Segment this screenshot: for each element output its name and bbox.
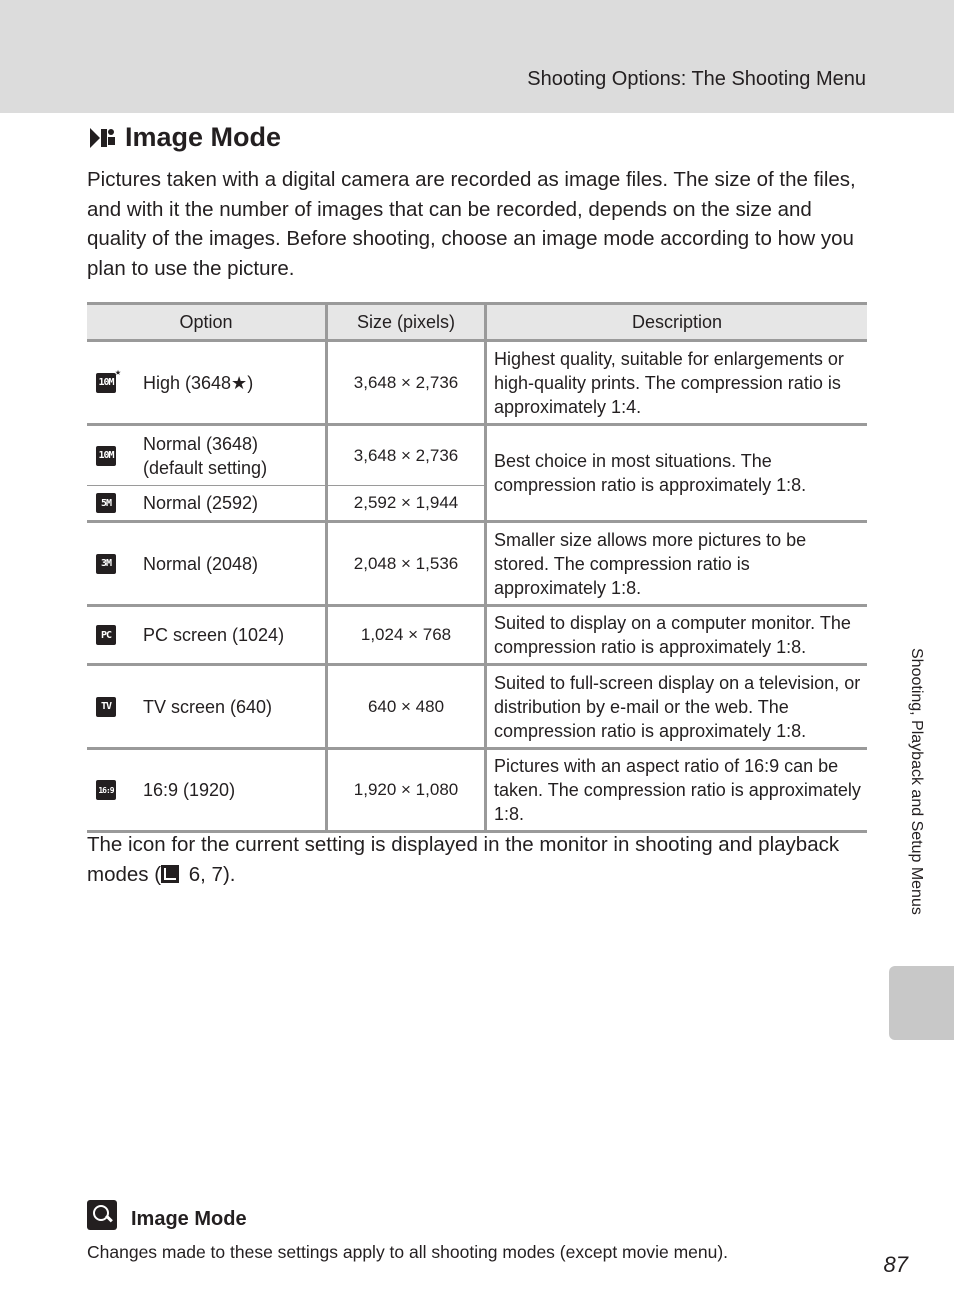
- column-header-description: Description: [486, 304, 868, 341]
- option-label: TV screen (640): [143, 696, 273, 717]
- note-title: Image Mode: [131, 1208, 247, 1230]
- page-title: [87, 122, 281, 153]
- option-label: Normal (2592): [143, 493, 259, 513]
- page-reference-icon: [161, 865, 179, 883]
- description-cell: Suited to display on a computer monitor. The compression ratio is approximately 1:8.: [486, 606, 868, 665]
- normal-3m-icon: 3M: [96, 554, 116, 574]
- note-magnifier-icon: [87, 1200, 117, 1230]
- description-cell: Suited to full-screen display on a television, or distribution by e-mail or the web. The compression ratio is approximately 1:8.: [486, 665, 868, 749]
- note-heading: [87, 1200, 247, 1230]
- option-cell: [87, 425, 327, 486]
- page-number: 87: [883, 1252, 908, 1277]
- size-cell: 2,592 × 1,944: [327, 486, 486, 522]
- table-row: [87, 341, 867, 425]
- option-cell: [87, 522, 327, 606]
- table-row: [87, 749, 867, 832]
- description-cell: Smaller size allows more pictures to be stored. The compression ratio is approximately 1:8.: [486, 522, 868, 606]
- option-cell: [87, 749, 327, 832]
- normal-10m-icon: 10M: [96, 446, 116, 466]
- normal-5m-icon: 5M: [96, 493, 116, 513]
- size-cell: 3,648 × 2,736: [327, 425, 486, 486]
- intro-paragraph: Pictures taken with a digital camera are recorded as image files. The size of the files, and with it the number of images that can be recorded, depends on the size and quality of the images. Before shooting, choose an image mode according to how you plan to use the picture.: [87, 168, 856, 280]
- chapter-side-label: Shooting, Playback and Setup Menus: [908, 648, 925, 915]
- table-row: [87, 522, 867, 606]
- note-text: Changes made to these settings apply to all shooting modes (except movie menu).: [87, 1242, 729, 1262]
- table-row: [87, 606, 867, 665]
- table-header-row: [87, 304, 867, 341]
- option-label: Normal (3648): [143, 433, 259, 454]
- section-title: Shooting Options: The Shooting Menu: [527, 68, 866, 90]
- option-label: Normal (2048): [143, 553, 259, 574]
- option-label: PC screen (1024): [143, 625, 285, 645]
- tv-screen-icon: TV: [96, 697, 116, 717]
- size-cell: 2,048 × 1,536: [327, 522, 486, 606]
- option-label-sub: (default setting): [143, 457, 268, 478]
- option-cell: [87, 486, 327, 522]
- column-header-size: Size (pixels): [327, 304, 486, 341]
- option-cell: [87, 341, 327, 425]
- header-band: [0, 0, 954, 113]
- image-mode-table: [87, 302, 867, 833]
- size-cell: 1,024 × 768: [327, 606, 486, 665]
- option-cell: [87, 665, 327, 749]
- pc-screen-icon: PC: [96, 625, 116, 645]
- image-mode-menu-icon: [87, 125, 117, 151]
- widescreen-16-9-icon: 16:9: [96, 780, 116, 800]
- option-label: 16:9 (1920): [143, 780, 236, 800]
- description-cell: Highest quality, suitable for enlargements or high-quality prints. The compression ratio is approximately 1:4.: [486, 341, 868, 425]
- size-cell: 640 × 480: [327, 665, 486, 749]
- column-header-option: Option: [87, 304, 327, 341]
- table-row: [87, 665, 867, 749]
- option-label: High (3648★): [143, 372, 254, 393]
- page-title-text: Image Mode: [125, 122, 282, 152]
- high-10m-star-icon: 10M ★: [96, 373, 116, 393]
- size-cell: 3,648 × 2,736: [327, 341, 486, 425]
- description-cell: Best choice in most situations. The compression ratio is approximately 1:8.: [486, 425, 868, 522]
- table-row: [87, 425, 867, 486]
- option-cell: [87, 606, 327, 665]
- size-cell: 1,920 × 1,080: [327, 749, 486, 832]
- chapter-tab: [889, 966, 954, 1040]
- description-cell: Pictures with an aspect ratio of 16:9 can be taken. The compression ratio is approximately 1:8.: [486, 749, 868, 832]
- after-table-paragraph: The icon for the current setting is displayed in the monitor in shooting and playback modes ( 6, 7).: [87, 833, 840, 886]
